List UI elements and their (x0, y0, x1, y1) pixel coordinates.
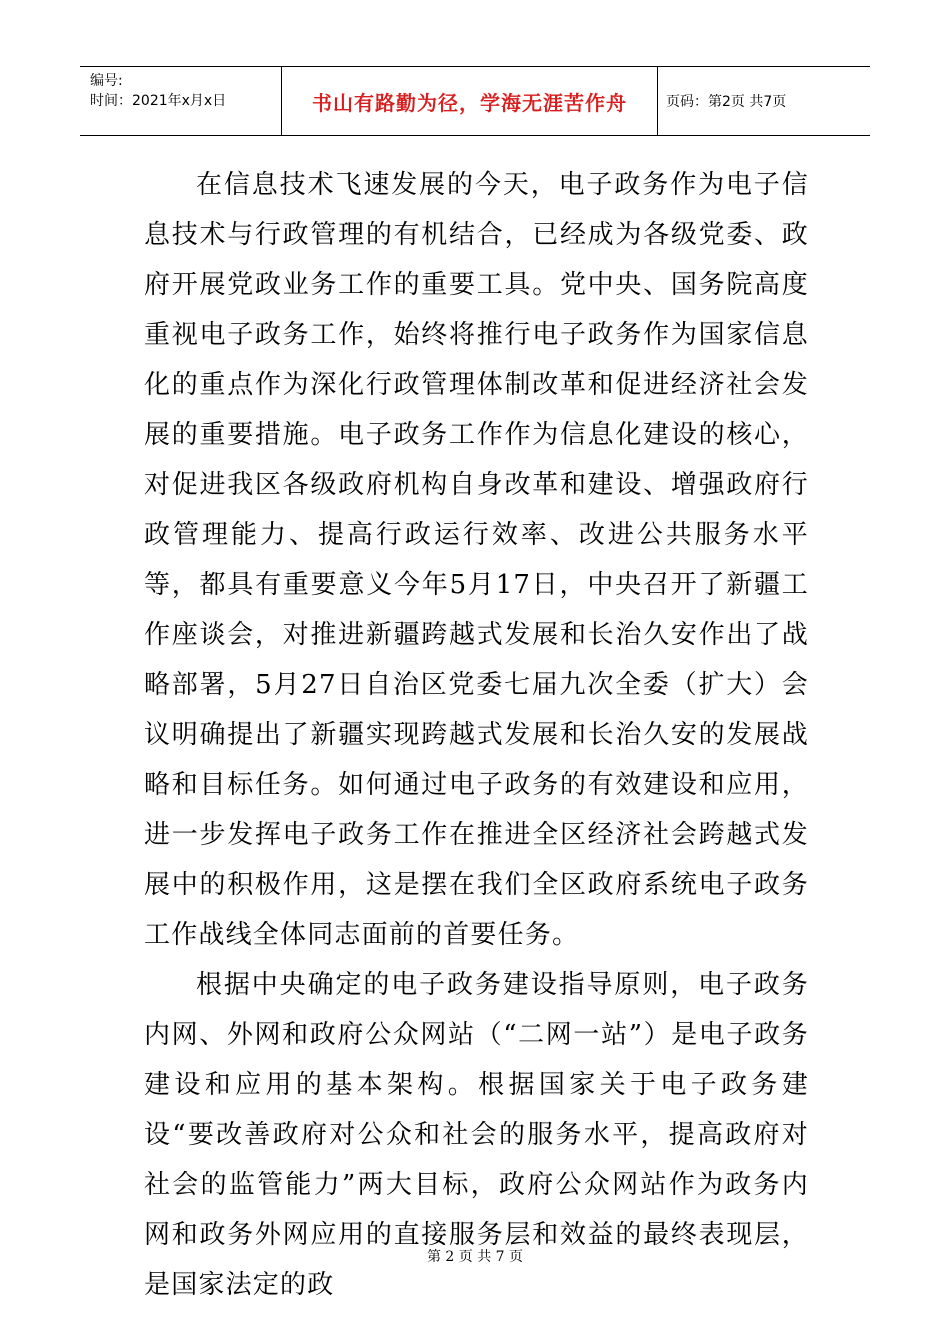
header-meta (80, 67, 282, 135)
header-table (80, 66, 870, 136)
page-footer: 第 2 页 共 7 页 (426, 1249, 524, 1265)
header-motto: 书山有路勤为径，学海无涯苦作舟 (282, 67, 658, 135)
body-paragraph: 在信息技术飞速发展的今天，电子政务作为电子信息技术与行政管理的有机结合，已经成为各级党委、政府开展党政业务工作的重要工具。党中央、国务院高度重视电子政务工作，始终将推行电子政务作为国家信息化的重点作为深化行政管理体制改革和促进经济社会发展的重要措施。电子政务工作作为信息化建设的核心，对促进我区各级政府机构自身改革和建设、增强政府行政管理能力、提高行政运行效率、改进公共服务水平等，都具有重要意义今年5月17日，中央召开了新疆工作座谈会，对推进新疆跨越式发展和长治久安作出了战略部署，5月27日自治区党委七届九次全委（扩大）会议明确提出了新疆实现跨越式发展和长治久安的发展战略和目标任务。如何通过电子政务的有效建设和应用，进一步发挥电子政务工作在推进全区经济社会跨越式发展中的积极作用，这是摆在我们全区政府系统电子政务工作战线全体同志面前的首要任务。 (144, 170, 809, 950)
document-time-label: 时间：2021年x月x日 (90, 93, 227, 109)
body-paragraph: 根据中央确定的电子政务建设指导原则，电子政务内网、外网和政府公众网站（“二网一站”）是电子政务建设和应用的基本架构。根据国家关于电子政务建设“要改善政府对公众和社会的服务水平，提高政府对社会的监管能力”两大目标，政府公众网站作为政务内网和政务外网应用的直接服务层和效益的最终表现层，是国家法定的政 (144, 970, 809, 1300)
document-number-label: 编号: (90, 73, 123, 89)
header-page-info: 页码：第2页 共7页 (666, 94, 787, 110)
document-body (144, 160, 809, 1310)
